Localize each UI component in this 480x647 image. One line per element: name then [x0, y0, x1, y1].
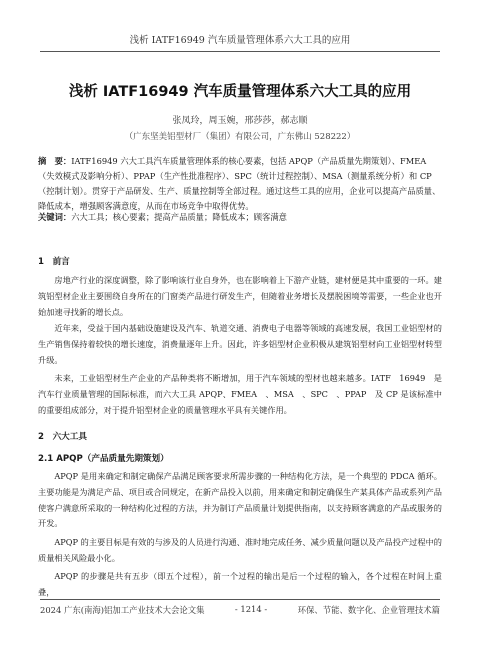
paragraph: APQP 的步骤是共有五步（即五个过程），前一个过程的输出是后一个过程的输入，各个过程在时间上重叠，: [38, 571, 442, 597]
section-heading-intro: 1 前言: [38, 257, 70, 267]
subsection-heading-apqp: 2.1 APQP（产品质量先期策划）: [38, 454, 169, 464]
paragraph: APQP 的主要目标是有效的与涉及的人员进行沟通、准时地完成任务、减少质量问题以及产品投产过程中的质量相关风险最小化。: [38, 537, 442, 563]
footer-proceedings: 2024 广东(南海)铝加工产业技术大会论文集: [40, 605, 205, 615]
affiliation: （广东坚美铝型材厂（集团）有限公司，广东佛山 528222）: [124, 132, 356, 142]
footer-section: 环保、节能、数字化、企业管理技术篇: [297, 605, 440, 615]
keywords-text: 六大工具；核心要素；提高产品质量；降低成本；顾客满意: [71, 212, 287, 222]
header-rule: [40, 51, 440, 52]
page-footer: [40, 604, 440, 616]
keywords-label: 关键词：: [38, 212, 72, 222]
running-head: 浅析 IATF16949 汽车质量管理体系六大工具的应用: [129, 35, 351, 46]
section-heading-tools: 2 六大工具: [38, 432, 87, 442]
paragraph: APQP 是用来确定和制定确保产品满足顾客要求所需步骤的一种结构化方法，是一个典型的 PDCA 循环。主要功能是为满足产品、项目或合同规定，在新产品投入以前，用来确定和制定确保生产某具体产品或系列产品使客户满意所采取的一种结构化过程的方法，并为制订产品质量计划提供指南，以支持顾客满意的产品或服务的开发。: [38, 471, 442, 529]
paragraph: 房地产行业的深度调整，除了影响该行业自身外，也在影响着上下游产业链，建材便是其中重要的一环。建筑铝型材企业主要围绕自身所在的门窗类产品进行研发生产，但随着业务增长及摆脱困境等需要，一些企业也开始加速寻找新的增长点。: [38, 275, 442, 317]
paper-title: 浅析 IATF16949 汽车质量管理体系六大工具的应用: [68, 84, 412, 100]
abstract-text: IATF16949 六大工具汽车质量管理体系的核心要素，包括 APQP（产品质量先期策划）、FMEA（失效模式及影响分析）、PPAP（生产性批准程序）、SPC（统计过程控制）、MSA（测量系统分析）和 CP（控制计划）。贯穿于产品研发、生产、质量控制等全部过程。通过这些工具的应用，企业可以提高产品质量、降低成本，增强顾客满意度，从而在市场竞争中取得优势。: [38, 156, 441, 211]
paragraph: 近年来，受益于国内基础设施建设及汽车、轨道交通、消费电子电器等领域的高速发展，我国工业铝型材的生产销售保持着较快的增长速度，消费量逐年上升。因此，许多铝型材企业积极从建筑铝型材向工业铝型材转型升级。: [38, 323, 442, 365]
author-list: 张凤玲，周玉婉，邢莎莎，郝志顺: [172, 116, 308, 126]
keywords: [38, 210, 442, 225]
abstract-label: 摘 要：: [38, 156, 72, 166]
paragraph: 未来，工业铝型材生产企业的产品种类将不断增加，用于汽车领域的型材也越来越多。IATF 16949 是汽车行业质量管理的国际标准，而六大工具 APQP、FMEA 、MSA 、SPC 、PPAP 及 CP 是该标准中的重要组成部分，对于提升铝型材企业的质量管理水平具有关键作用。: [38, 373, 442, 415]
page-number: - 1214 -: [234, 604, 268, 614]
abstract: [38, 154, 442, 214]
footer-rule: [40, 599, 440, 600]
